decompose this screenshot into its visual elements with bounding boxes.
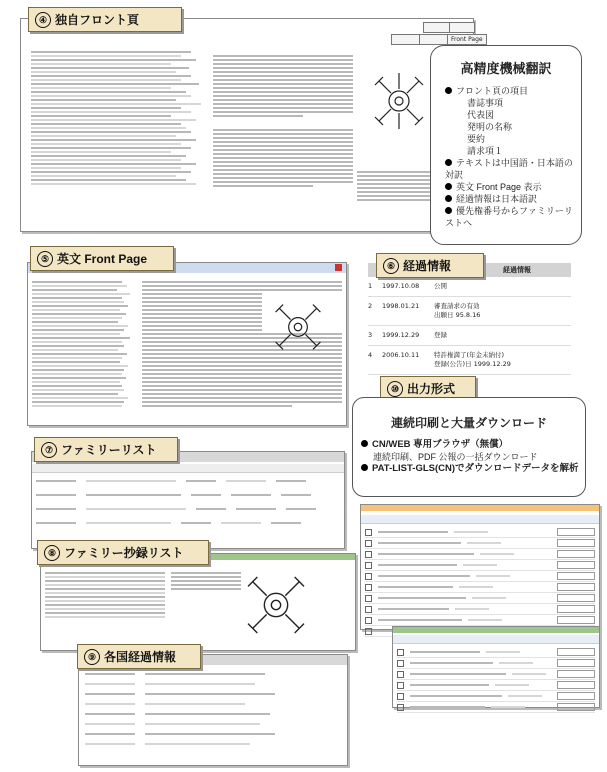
progress-event-text: 登録	[434, 331, 447, 339]
callout2-title: 連続印刷と大量ダウンロード	[390, 416, 547, 430]
checkbox[interactable]	[365, 595, 372, 602]
toolbar-button-3[interactable]	[391, 34, 421, 45]
select-dropdown[interactable]	[557, 583, 595, 591]
select-dropdown[interactable]	[557, 528, 595, 536]
select-dropdown[interactable]	[557, 681, 595, 689]
callout-title: 高精度機械翻訳	[460, 61, 552, 76]
representative-drawing-icon	[369, 71, 429, 131]
select-dropdown[interactable]	[557, 670, 595, 678]
download-rows	[365, 527, 595, 637]
progress-event-text: 審査請求の有効	[434, 302, 480, 310]
download-row[interactable]	[365, 615, 595, 626]
progress-no: 1	[368, 282, 373, 290]
family-drawing-icon	[241, 570, 311, 640]
download-row[interactable]	[397, 647, 595, 658]
section-tag-english-front-page: ⑤ 英文 Front Page	[30, 246, 174, 271]
progress-row	[368, 326, 571, 346]
progress-no: 4	[368, 351, 373, 359]
download-row[interactable]	[397, 680, 595, 691]
callout-item-text: フロント頁の項目	[456, 86, 529, 96]
download-row[interactable]	[365, 604, 595, 615]
toolbar-button-2[interactable]	[449, 22, 475, 33]
progress-event	[434, 331, 447, 340]
callout-item	[445, 193, 581, 205]
callout2-item-text: PAT-LIST-GLS(CN)でダウンロードデータを解析	[372, 463, 579, 474]
section-tag-output: ⑩ 出力形式	[380, 376, 476, 401]
bulk-download-callout	[352, 397, 586, 497]
callout-subitem: 発明の名称	[467, 122, 513, 132]
progress-event	[434, 282, 447, 291]
progress-no: 2	[368, 302, 373, 310]
callout2-item	[361, 439, 585, 451]
select-dropdown[interactable]	[557, 561, 595, 569]
checkbox[interactable]	[397, 682, 404, 689]
english-drawing-icon	[270, 299, 326, 355]
callout-subitem: 書誌事項	[467, 98, 504, 108]
download-row[interactable]	[365, 549, 595, 560]
section-tag-family-abstract: ⑧ ファミリー抄録リスト	[37, 540, 209, 565]
download-row[interactable]	[365, 582, 595, 593]
checkbox[interactable]	[365, 562, 372, 569]
callout-item-text: 経過情報は日本語訳	[456, 194, 538, 204]
progress-info-panel	[368, 263, 571, 373]
download-row[interactable]	[397, 658, 595, 669]
checkbox[interactable]	[365, 617, 372, 624]
english-front-page-window	[27, 262, 347, 426]
callout2-subitem: 連続印刷、PDF 公報の一括ダウンロード	[373, 452, 538, 462]
download-row[interactable]	[365, 560, 595, 571]
progress-date: 1999.12.29	[382, 331, 420, 339]
callout-item	[445, 205, 581, 229]
family-list-window	[31, 451, 345, 549]
progress-row	[368, 346, 571, 375]
select-dropdown[interactable]	[557, 539, 595, 547]
checkbox[interactable]	[365, 573, 372, 580]
progress-row	[368, 277, 571, 297]
progress-event	[434, 302, 480, 320]
toolbar-button-1[interactable]	[423, 22, 451, 33]
checkbox[interactable]	[397, 693, 404, 700]
callout2-item	[361, 463, 585, 475]
front-page-button[interactable]: Front Page	[447, 34, 487, 45]
family-abstract-text	[45, 570, 165, 620]
callout-subitem: 要約	[467, 134, 486, 144]
checkbox[interactable]	[365, 529, 372, 536]
checkbox[interactable]	[365, 628, 372, 635]
bullet-icon	[445, 87, 452, 94]
checkbox[interactable]	[397, 649, 404, 656]
checkbox[interactable]	[365, 606, 372, 613]
checkbox[interactable]	[365, 584, 372, 591]
download-row[interactable]	[365, 538, 595, 549]
checkbox[interactable]	[397, 704, 404, 711]
select-dropdown[interactable]	[557, 605, 595, 613]
progress-event-text: 公開	[434, 282, 447, 290]
download-options-window	[392, 626, 600, 708]
progress-no: 3	[368, 331, 373, 339]
callout-item	[445, 85, 581, 97]
select-dropdown[interactable]	[557, 659, 595, 667]
country-progress-window	[78, 654, 348, 766]
select-dropdown[interactable]	[557, 594, 595, 602]
bullet-icon	[445, 183, 452, 190]
download-row[interactable]	[397, 702, 595, 713]
download-row[interactable]	[365, 527, 595, 538]
progress-event-text: 特許権満了(年金未納付)	[434, 351, 505, 359]
callout-item-text: テキストは中国語・日本語の対訳	[445, 158, 573, 180]
family-abstract-window	[40, 553, 356, 651]
select-dropdown[interactable]	[557, 572, 595, 580]
abstract-text	[213, 53, 353, 189]
machine-translation-callout	[430, 45, 582, 245]
progress-event	[434, 351, 511, 369]
callout2-item-text: CN/WEB 専用ブラウザ（無償）	[372, 439, 509, 450]
select-dropdown[interactable]	[557, 550, 595, 558]
checkbox[interactable]	[365, 551, 372, 558]
section-tag-front-page: ④ 独自フロント頁	[28, 7, 182, 32]
progress-header: 経過情報	[368, 263, 571, 277]
select-dropdown[interactable]	[557, 692, 595, 700]
progress-event-detail: 登録(公告)日 1999.12.29	[434, 360, 511, 368]
bullet-icon	[361, 440, 368, 447]
progress-row	[368, 297, 571, 326]
family-abstract-mid	[171, 570, 241, 592]
progress-date: 1997.10.08	[382, 282, 420, 290]
download-row[interactable]	[365, 593, 595, 604]
callout-subitem: 代表図	[467, 110, 495, 120]
section-tag-country-progress: ⑨ 各国経過情報	[77, 644, 201, 669]
progress-event-detail: 出願日 95.8.16	[434, 311, 481, 319]
english-fields	[32, 279, 137, 409]
country-progress-rows	[85, 671, 335, 751]
select-dropdown[interactable]	[557, 648, 595, 656]
family-list-rows	[36, 478, 336, 534]
progress-date: 1998.01.21	[382, 302, 420, 310]
select-dropdown[interactable]	[557, 616, 595, 624]
download-option-rows	[397, 647, 595, 713]
bibliography-fields	[31, 49, 206, 187]
download-list-window	[360, 504, 600, 630]
callout-item	[445, 181, 581, 193]
checkbox[interactable]	[397, 671, 404, 678]
bullet-icon	[445, 207, 452, 214]
callout-subitem: 請求項１	[467, 146, 504, 156]
close-icon[interactable]	[335, 264, 342, 271]
callout-item-text: 英文 Front Page 表示	[456, 182, 542, 192]
bullet-icon	[445, 195, 452, 202]
section-tag-family-list: ⑦ ファミリーリスト	[34, 437, 178, 462]
bullet-icon	[361, 464, 368, 471]
select-dropdown[interactable]	[557, 703, 595, 711]
checkbox[interactable]	[397, 660, 404, 667]
progress-date: 2006.10.11	[382, 351, 420, 359]
callout-item	[445, 157, 581, 181]
download-row[interactable]	[397, 691, 595, 702]
callout-item-text: 優先権番号からファミリーリストへ	[445, 206, 573, 228]
bullet-icon	[445, 159, 452, 166]
download-row[interactable]	[397, 669, 595, 680]
section-tag-progress: ⑥ 経過情報	[376, 253, 484, 278]
download-row[interactable]	[365, 571, 595, 582]
checkbox[interactable]	[365, 540, 372, 547]
